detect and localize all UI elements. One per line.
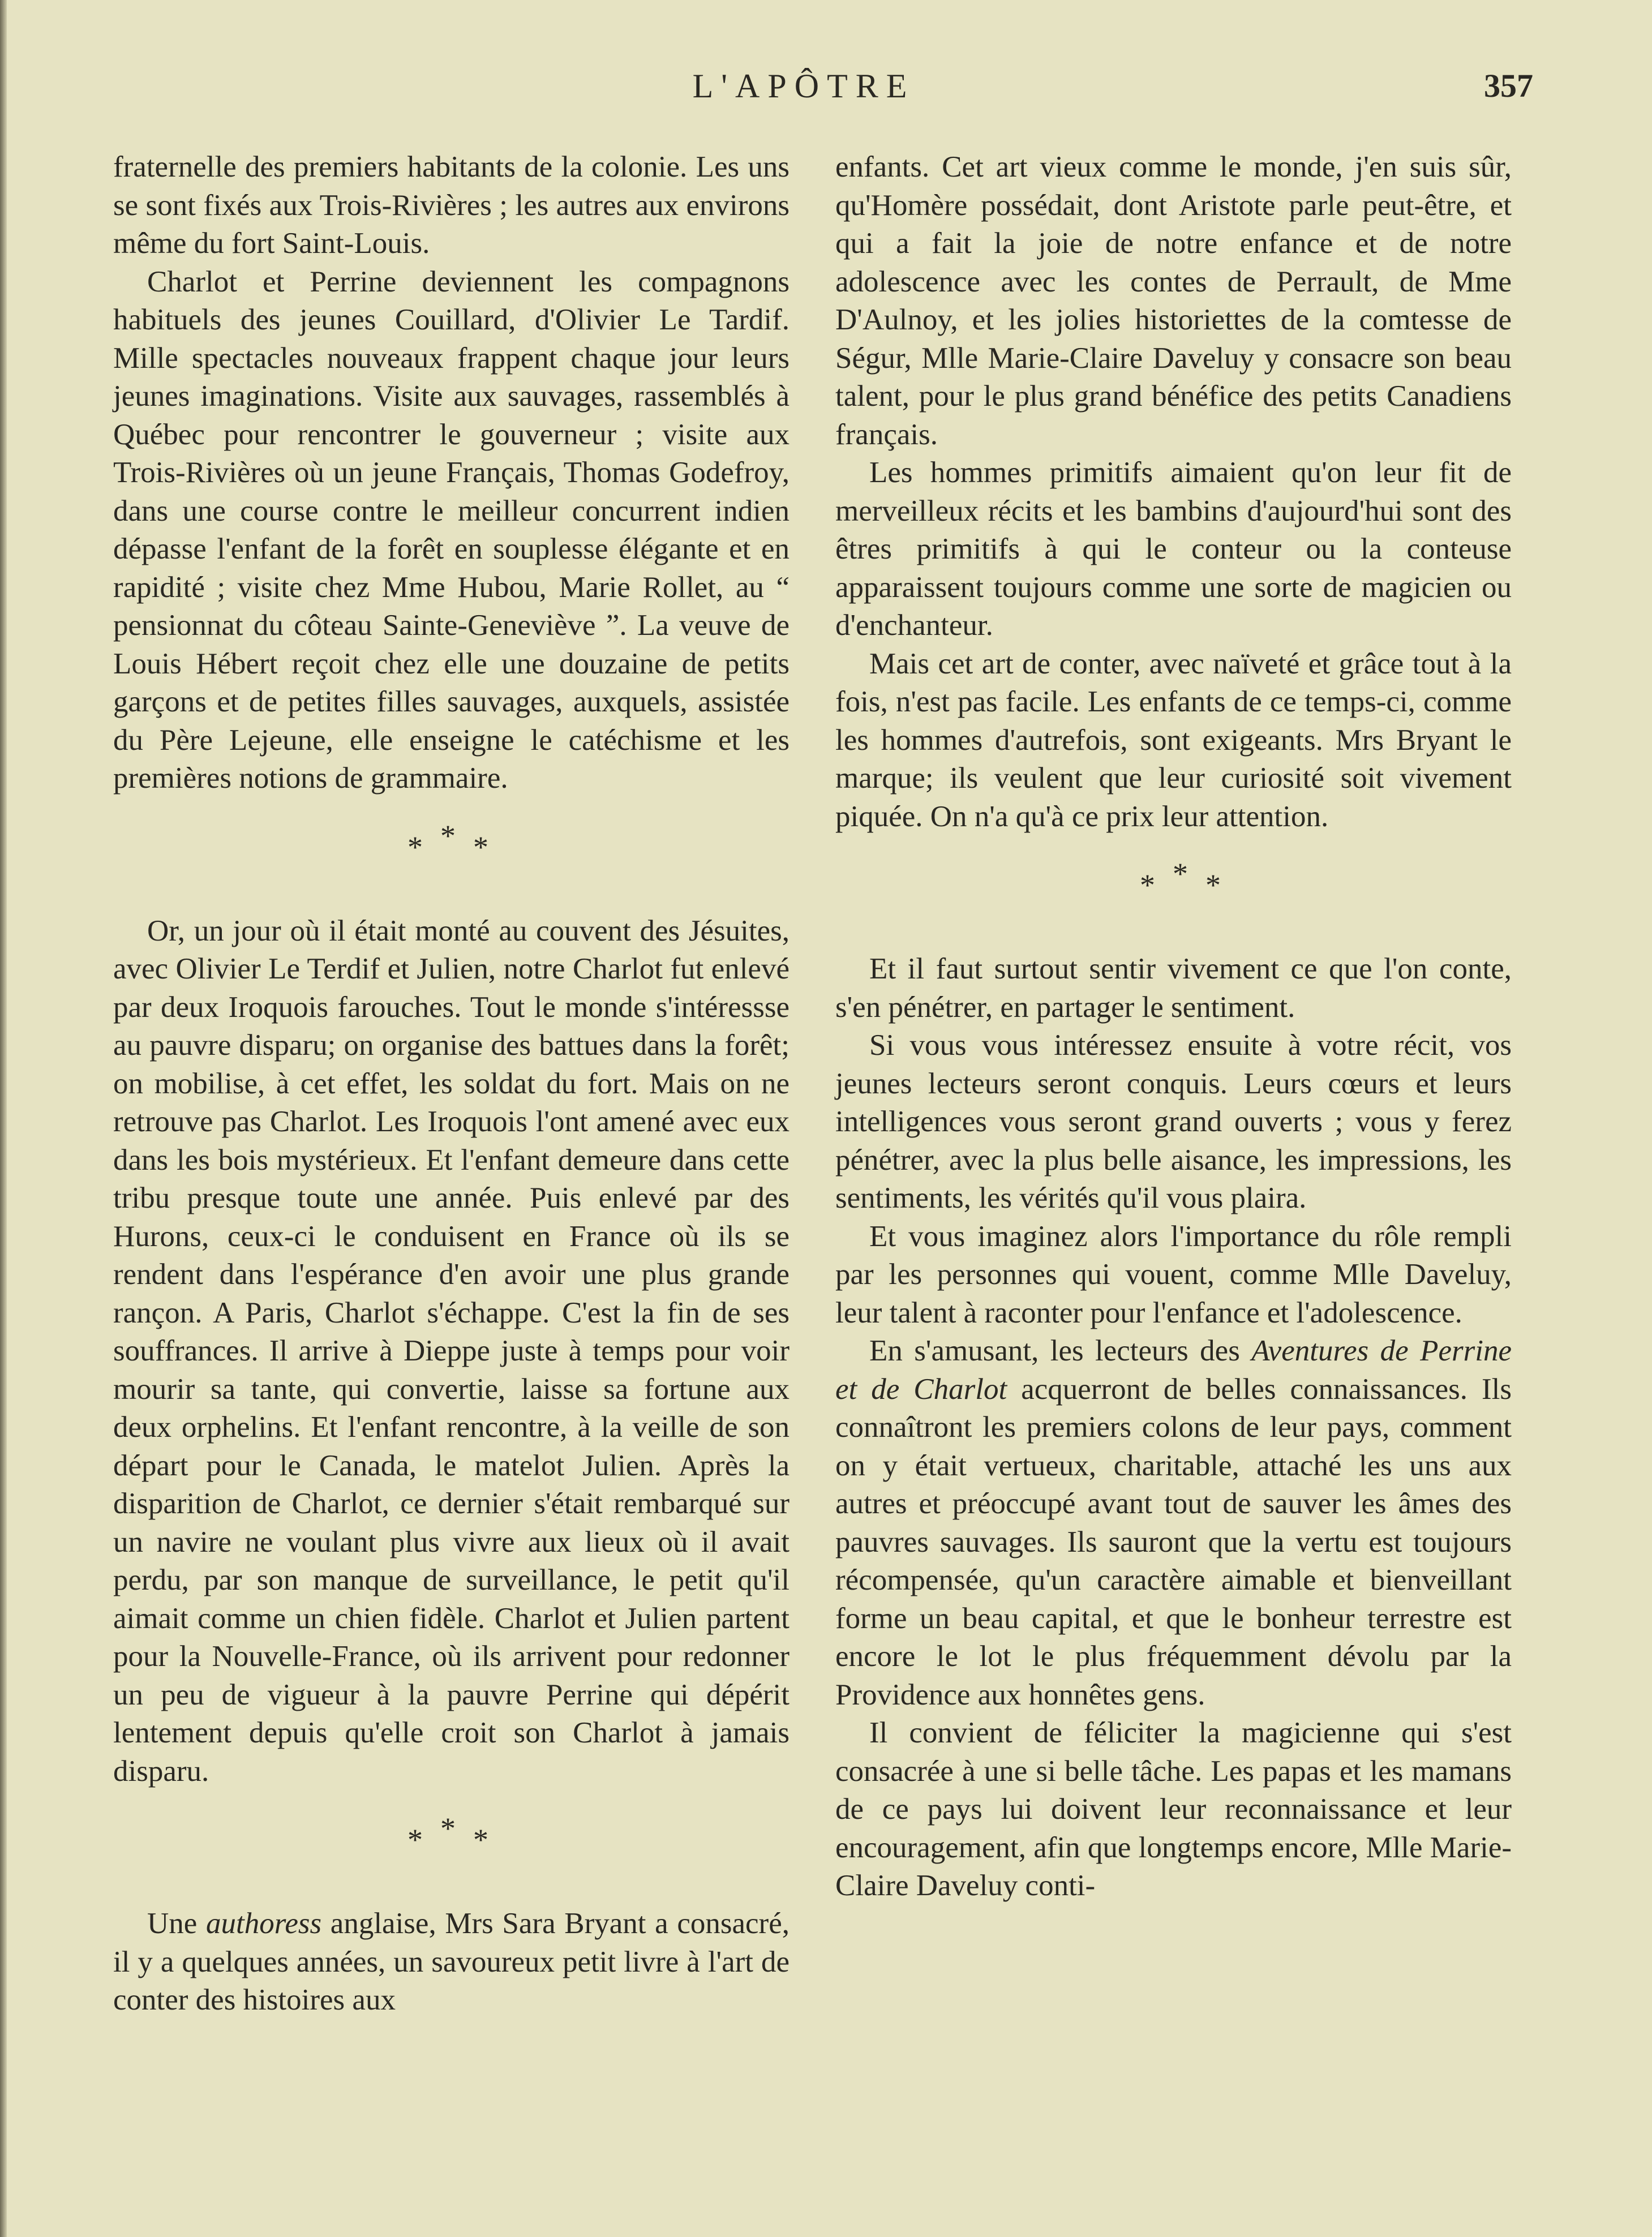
asterisk: * [1205, 868, 1221, 902]
italic-term: authoress [205, 1907, 322, 1940]
paragraph: Et il faut surtout sentir vivement ce que l'on conte, s'en pénétrer, en partager le sentiment. [835, 952, 1512, 1024]
asterisk: * [440, 1811, 456, 1845]
paragraph: Si vous vous intéressez ensuite à votre récit, vos jeunes lecteurs seront conquis. Leurs cœurs et leurs intelligences vous seront grand ouverts ; vous y ferez pénétrer, avec la plus belle aisance, les impressions, les sentiments, les vérités qu'il vous plaira. [835, 1029, 1512, 1214]
book-title: Aventures de Perrine et de Charlot [835, 1334, 1512, 1406]
paragraph: fraternelle des premiers habitants de la colonie. Les uns se sont fixés aux Trois-Rivières ; les autres aux environs même du fort Saint-Louis. [113, 151, 789, 260]
asterisk: * [407, 1823, 423, 1857]
paragraph: enfants. Cet art vieux comme le monde, j'en suis sûr, qu'Homère possédait, dont Aristote parle peut-être, et qui a fait la joie de notre enfance et de notre adolescence avec les contes de Perrault, de Mme D'Aulnoy, et les jolies historiettes de la comtesse de Ségur, Mlle Marie-Claire Daveluy y consacre son beau talent, pour le plus grand bénéfice des petits Canadiens français. [835, 151, 1512, 451]
running-head: L'APÔTRE [692, 67, 915, 105]
paragraph [835, 1332, 1512, 1714]
page-binding-edge [0, 0, 7, 2237]
section-separator [835, 836, 1512, 950]
paragraph: Charlot et Perrine deviennent les compagnons habituels des jeunes Couillard, d'Olivier Le Tardif. Mille spectacles nouveaux frappent chaque jour leurs jeunes imaginations. Visite aux sauvages, rassemblés à Québec pour rencontrer le gouverneur ; visite aux Trois-Rivières où un jeune Français, Thomas Godefroy, dans une course contre le meilleur concurrent indien dépasse l'enfant de la forêt en souplesse élégante et en rapidité ; visite chez Mme Hubou, Marie Rollet, au “ pensionnat du côteau Sainte-Geneviève ”. La veuve de Louis Hébert reçoit chez elle une douzaine de petits garçons et de petites filles sauvages, auxquels, assistée du Père Lejeune, elle enseigne le catéchisme et les premières notions de grammaire. [113, 265, 789, 795]
left-column [113, 148, 789, 2020]
asterisk: * [1140, 868, 1155, 902]
text-run: anglaise, Mrs Sara Bryant a consacré, il y a quelques années, un savoureux petit livre à l'art de conter des histoires aux [113, 1907, 789, 2016]
asterisk: * [473, 830, 488, 864]
asterisk: * [407, 830, 423, 864]
section-separator [113, 1791, 789, 1905]
asterisk: * [473, 1823, 488, 1857]
paragraph: Les hommes primitifs aimaient qu'on leur fit de merveilleux récits et les bambins d'aujourd'hui sont des êtres primitifs à qui le conteur ou la conteuse apparaissent toujours comme une sorte de magicien ou d'enchanteur. [835, 456, 1512, 642]
section-separator [113, 798, 789, 912]
paragraph: Or, un jour où il était monté au couvent des Jésuites, avec Olivier Le Terdif et Julien, notre Charlot fut enlevé par deux Iroquois farouches. Tout le monde s'intéressse au pauvre disparu; on organise des battues dans la forêt; on mobilise, à cet effet, les soldat du fort. Mais on ne retrouve pas Charlot. Les Iroquois l'ont amené avec eux dans les bois mystérieux. Et l'enfant demeure dans cette tribu presque toute une année. Puis enlevé par des Hurons, ceux-ci le conduisent en France où ils se rendent dans l'espérance d'en avoir une plus grande rançon. A Paris, Charlot s'échappe. C'est la fin de ses souffrances. Il arrive à Dieppe juste à temps pour voir mourir sa tante, qui convertie, laisse sa fortune aux deux orphelins. Et l'enfant rencontre, à la veille de son départ pour le Canada, le matelot Julien. Après la disparition de Charlot, ce dernier s'était rembarqué sur un navire ne voulant plus vivre aux lieux où il avait perdu, par son manque de surveillance, le petit qu'il aimait comme un chien fidèle. Charlot et Julien partent pour la Nouvelle-France, où ils arrivent pour redonner un peu de vigueur à la pauvre Perrine qui dépérit lentement depuis qu'elle croit son Charlot à jamais disparu. [113, 914, 789, 1788]
text-run: Une [147, 1907, 206, 1940]
paragraph: Il convient de féliciter la magicienne qui s'est consacrée à une si belle tâche. Les papas et les mamans de ce pays lui doivent leur reconnaissance et leur encouragement, afin que longtemps encore, Mlle Marie-Claire Daveluy conti- [835, 1716, 1512, 1902]
paragraph: Mais cet art de conter, avec naïveté et grâce tout à la fois, n'est pas facile. Les enfants de ce temps-ci, comme les hommes d'autrefois, sont exigeants. Mrs Bryant le marque; ils veulent que leur curiosité soit vivement piquée. On n'a qu'à ce prix leur attention. [835, 647, 1512, 833]
asterisk: * [1173, 857, 1188, 891]
text-run: En s'amusant, les lecteurs des [869, 1334, 1252, 1367]
paragraph: Et vous imaginez alors l'importance du rôle rempli par les personnes qui vouent, comme Mlle Daveluy, leur talent à raconter pour l'enfance et l'adolescence. [835, 1220, 1512, 1329]
asterisk: * [440, 818, 456, 853]
page-number: 357 [1484, 67, 1533, 104]
right-column [835, 148, 1512, 1905]
paragraph [113, 1905, 789, 2020]
text-run: acquerront de belles connaissances. Ils connaîtront les premiers colons de leur pays, comment on y était vertueux, charitable, attaché les uns aux autres et préoccupé avant tout de sauver les âmes des pauvres sauvages. Ils sauront que la vertu est toujours récompensée, qu'un caractère aimable et bienveillant forme un beau capital, et que le bonheur terrestre est encore le lot le plus fréquemment dévolu par la Providence aux honnêtes gens. [835, 1372, 1512, 1711]
